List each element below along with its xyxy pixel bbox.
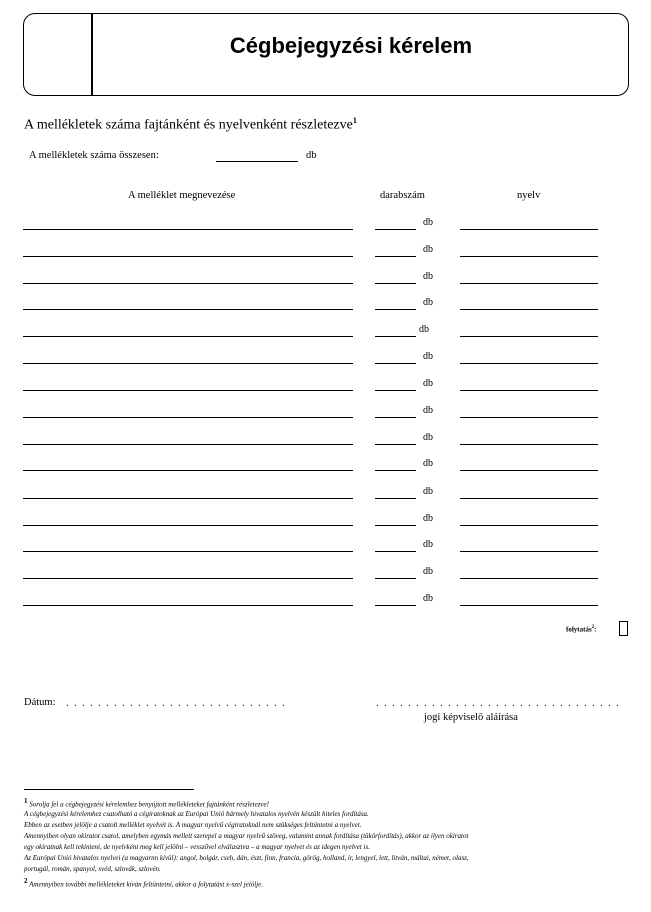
attachment-language-field[interactable] [460,363,598,364]
attachment-name-field[interactable] [23,525,353,526]
attachment-count-unit: db [419,324,429,335]
attachment-name-field[interactable] [23,444,353,445]
attachment-count-field[interactable] [375,283,416,284]
attachment-count-field[interactable] [375,229,416,230]
signature-field[interactable]: . . . . . . . . . . . . . . . . . . . . . . . . . . . . . . . [376,698,620,709]
attachment-count-unit: db [423,566,433,577]
attachment-language-field[interactable] [460,417,598,418]
attachment-name-field[interactable] [23,551,353,552]
footnote-1-line-3: Ebben az esetben jelölje a csatolt melléklet nyelvét is. A magyar nyelvű cégiratoknál nem szükséges feltüntetni a nyelvet. [24,821,362,829]
footnote-1-line-5: egy okiratnak kell tekinteni, de nyelvként meg kell jelölni – vesszővel elválasztva – a magyar nyelvet és az idegen nyelvet is. [24,843,370,851]
attachment-language-field[interactable] [460,256,598,257]
attachment-name-field[interactable] [23,578,353,579]
attachment-count-field[interactable] [375,444,416,445]
attachment-count-unit: db [423,271,433,282]
footnote-2-mark: 2 [24,877,28,885]
footnote-rule [24,789,194,790]
attachment-count-field[interactable] [375,390,416,391]
date-label: Dátum: [24,697,56,708]
attachment-language-field[interactable] [460,444,598,445]
attachment-count-field[interactable] [375,551,416,552]
attachment-language-field[interactable] [460,229,598,230]
attachment-language-field[interactable] [460,309,598,310]
footnote-1-line-6: Az Európai Unió hivatalos nyelvei (a magyarnn kívül): angol, bolgár, cseh, dán, észt, finn, francia, görög, holland, ír, lengyel, lett, litván, máltai, német, olasz, [24,854,469,862]
attachment-name-field[interactable] [23,309,353,310]
attachment-count-field[interactable] [375,470,416,471]
attachment-count-unit: db [423,378,433,389]
attachment-language-field[interactable] [460,390,598,391]
attachment-count-unit: db [423,432,433,443]
footnote-ref-1: 1 [352,116,357,125]
attachment-name-field[interactable] [23,605,353,606]
column-header-language: nyelv [517,190,541,201]
continuation-checkbox[interactable] [619,621,628,636]
footnote-1-line-1 [24,797,634,809]
attachment-count-unit: db [423,405,433,416]
section-title-text: A mellékletek száma fajtánként és nyelvenként részletezve [24,117,353,133]
attachment-language-field[interactable] [460,551,598,552]
attachment-name-field[interactable] [23,256,353,257]
attachment-name-field[interactable] [23,283,353,284]
footnote-1-mark: 1 [24,797,28,805]
attachment-count-field[interactable] [375,498,416,499]
continuation-label-text: folytatás [566,625,592,634]
attachment-name-field[interactable] [23,229,353,230]
attachment-name-field[interactable] [23,470,353,471]
footnote-2 [24,877,634,889]
header-left-box [23,13,93,96]
attachment-count-field[interactable] [375,336,416,337]
section-title [24,116,357,134]
attachment-count-unit: db [423,486,433,497]
signature-label: jogi képviselő aláírása [424,712,518,723]
attachment-count-unit: db [423,593,433,604]
attachment-count-unit: db [423,244,433,255]
attachment-name-field[interactable] [23,390,353,391]
attachment-count-field[interactable] [375,256,416,257]
attachment-language-field[interactable] [460,336,598,337]
attachment-name-field[interactable] [23,336,353,337]
footnote-1-line-2: A cégbejegyzési kérelemhez csatolható a cégiratoknak az Európai Unió bármely hivatalos nyelvén készült hiteles fordítása. [24,810,369,818]
continuation-label [566,625,597,633]
attachment-count-unit: db [423,217,433,228]
total-label: A mellékletek száma összesen: [29,150,159,161]
attachment-count-field[interactable] [375,309,416,310]
attachment-count-unit: db [423,458,433,469]
attachment-count-field[interactable] [375,578,416,579]
footnote-ref-2: 2 [591,625,595,630]
footnote-1-line-7: portugál, román, spanyol, svéd, szlovák, szlovén. [24,865,161,873]
column-header-count: darabszám [380,190,425,201]
date-field[interactable]: . . . . . . . . . . . . . . . . . . . . . . . . . . . . [66,698,286,709]
attachment-name-field[interactable] [23,417,353,418]
attachment-count-unit: db [423,297,433,308]
attachment-language-field[interactable] [460,470,598,471]
attachment-count-field[interactable] [375,363,416,364]
attachment-count-unit: db [423,351,433,362]
attachment-name-field[interactable] [23,363,353,364]
attachment-name-field[interactable] [23,498,353,499]
attachment-language-field[interactable] [460,283,598,284]
attachment-language-field[interactable] [460,498,598,499]
attachment-language-field[interactable] [460,525,598,526]
attachment-language-field[interactable] [460,578,598,579]
attachment-language-field[interactable] [460,605,598,606]
continuation-suffix: : [594,625,597,634]
attachment-count-field[interactable] [375,417,416,418]
footnote-1-line-4: Amennyiben olyan okiratot csatol, amelyben egymás mellett szerepel a magyar nyelvű szöveg, valamint annak fordítása (tükörfordítás), akkor az ilyen okiratot [24,832,469,840]
attachment-count-field[interactable] [375,605,416,606]
column-header-name: A melléklet megnevezése [128,190,236,201]
attachment-count-unit: db [423,539,433,550]
total-unit: db [306,150,317,161]
attachment-count-field[interactable] [375,525,416,526]
total-count-field[interactable] [216,161,298,162]
footnote-2-text: Amennyiben további mellékleteket kíván feltüntetni, akkor a folytatást x-szel jelölje. [29,880,263,889]
attachment-count-unit: db [423,513,433,524]
page-title: Cégbejegyzési kérelem [229,33,473,58]
footnote-1-text: Sorolja fel a cégbejegyzési kérelemhez benyújtott mellékleteket fajtánként részletezve! [29,800,269,809]
